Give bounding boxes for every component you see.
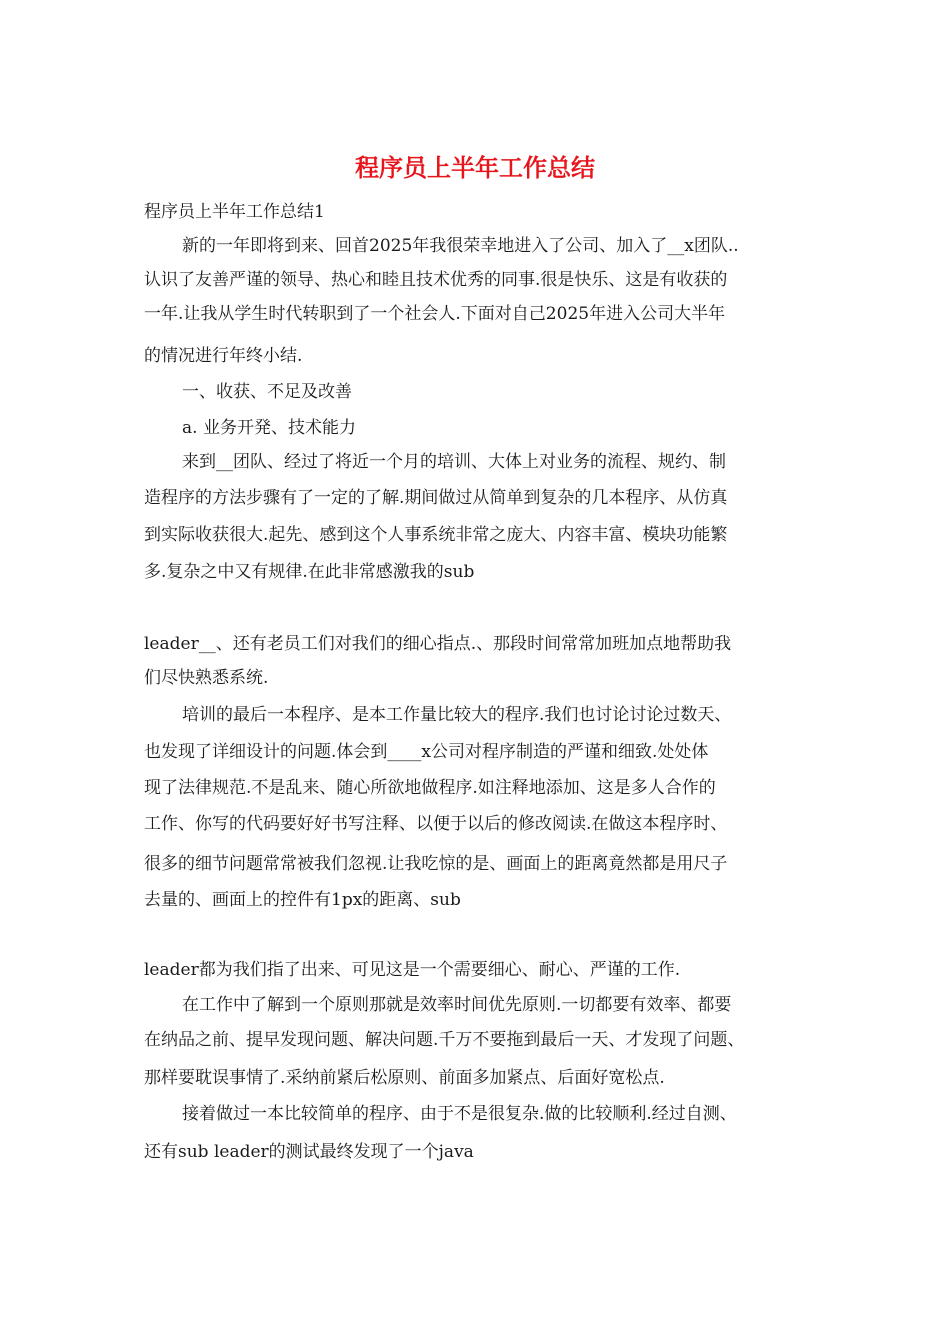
paragraph-line: leader都为我们指了出来、可见这是一个需要细心、耐心、严谨的工作. — [144, 960, 681, 980]
paragraph-line: 来到__团队、经过了将近一个月的培训、大体上对业务的流程、规约、制 — [182, 452, 726, 472]
paragraph-line: 一年.让我从学生时代转职到了一个社会人.下面对自己2025年进入公司大半年 — [144, 304, 726, 324]
paragraph-line: 在工作中了解到一个原则那就是效率时间优先原则.一切都要有效率、都要 — [182, 995, 732, 1015]
paragraph-line: 培训的最后一本程序、是本工作量比较大的程序.我们也讨论讨论过数天、 — [182, 705, 732, 725]
section-heading: 程序员上半年工作总结1 — [144, 202, 325, 222]
paragraph-line: 很多的细节问题常常被我们忽视.让我吃惊的是、画面上的距离竟然都是用尺子 — [144, 854, 728, 874]
document-title: 程序员上半年工作总结 — [355, 153, 595, 182]
subheading: 一、收获、不足及改善 — [182, 382, 352, 402]
paragraph-line: 多.复杂之中又有规律.在此非常感激我的sub — [144, 562, 475, 582]
subheading: a. 业务开発、技术能力 — [182, 418, 356, 438]
paragraph-line: 认识了友善严谨的领导、热心和睦且技术优秀的同事.很是快乐、这是有收获的 — [144, 270, 728, 290]
paragraph-line: 工作、你写的代码要好好书写注释、以便于以后的修改阅读.在做这本程序时、 — [144, 814, 728, 834]
paragraph-line: 们尽快熟悉系统. — [144, 668, 269, 688]
paragraph-line: 造程序的方法步骤有了一定的了解.期间做过从简单到复杂的几本程序、从仿真 — [144, 488, 728, 508]
paragraph-line: leader__、还有老员工们对我们的细心指点.、那段时间常常加班加点地帮助我 — [144, 634, 732, 654]
paragraph-line: 那样要耽误事情了.采纳前紧后松原则、前面多加紧点、后面好宽松点. — [144, 1068, 665, 1088]
paragraph-line: 还有sub leader的测试最终发现了一个java — [144, 1142, 474, 1162]
paragraph-line: 去量的、画面上的控件有1px的距离、sub — [144, 890, 461, 910]
paragraph-line: 在纳品之前、提早发现问题、解决问题.千万不要拖到最后一天、才发现了问题、 — [144, 1030, 745, 1050]
paragraph-line: 接着做过一本比较简单的程序、由于不是很复杂.做的比较顺利.经过自测、 — [182, 1104, 737, 1124]
paragraph-line: 也发现了详细设计的问题.体会到____x公司对程序制造的严谨和细致.处处体 — [144, 742, 709, 762]
paragraph-line: 到实际收获很大.起先、感到这个人事系统非常之庞大、内容丰富、模块功能繁 — [144, 525, 728, 545]
paragraph-line: 新的一年即将到来、回首2025年我很荣幸地进入了公司、加入了__x团队.. — [182, 236, 739, 256]
paragraph-line: 的情况进行年终小结. — [144, 346, 303, 366]
paragraph-line: 现了法律规范.不是乱来、随心所欲地做程序.如注释地添加、这是多人合作的 — [144, 778, 716, 798]
